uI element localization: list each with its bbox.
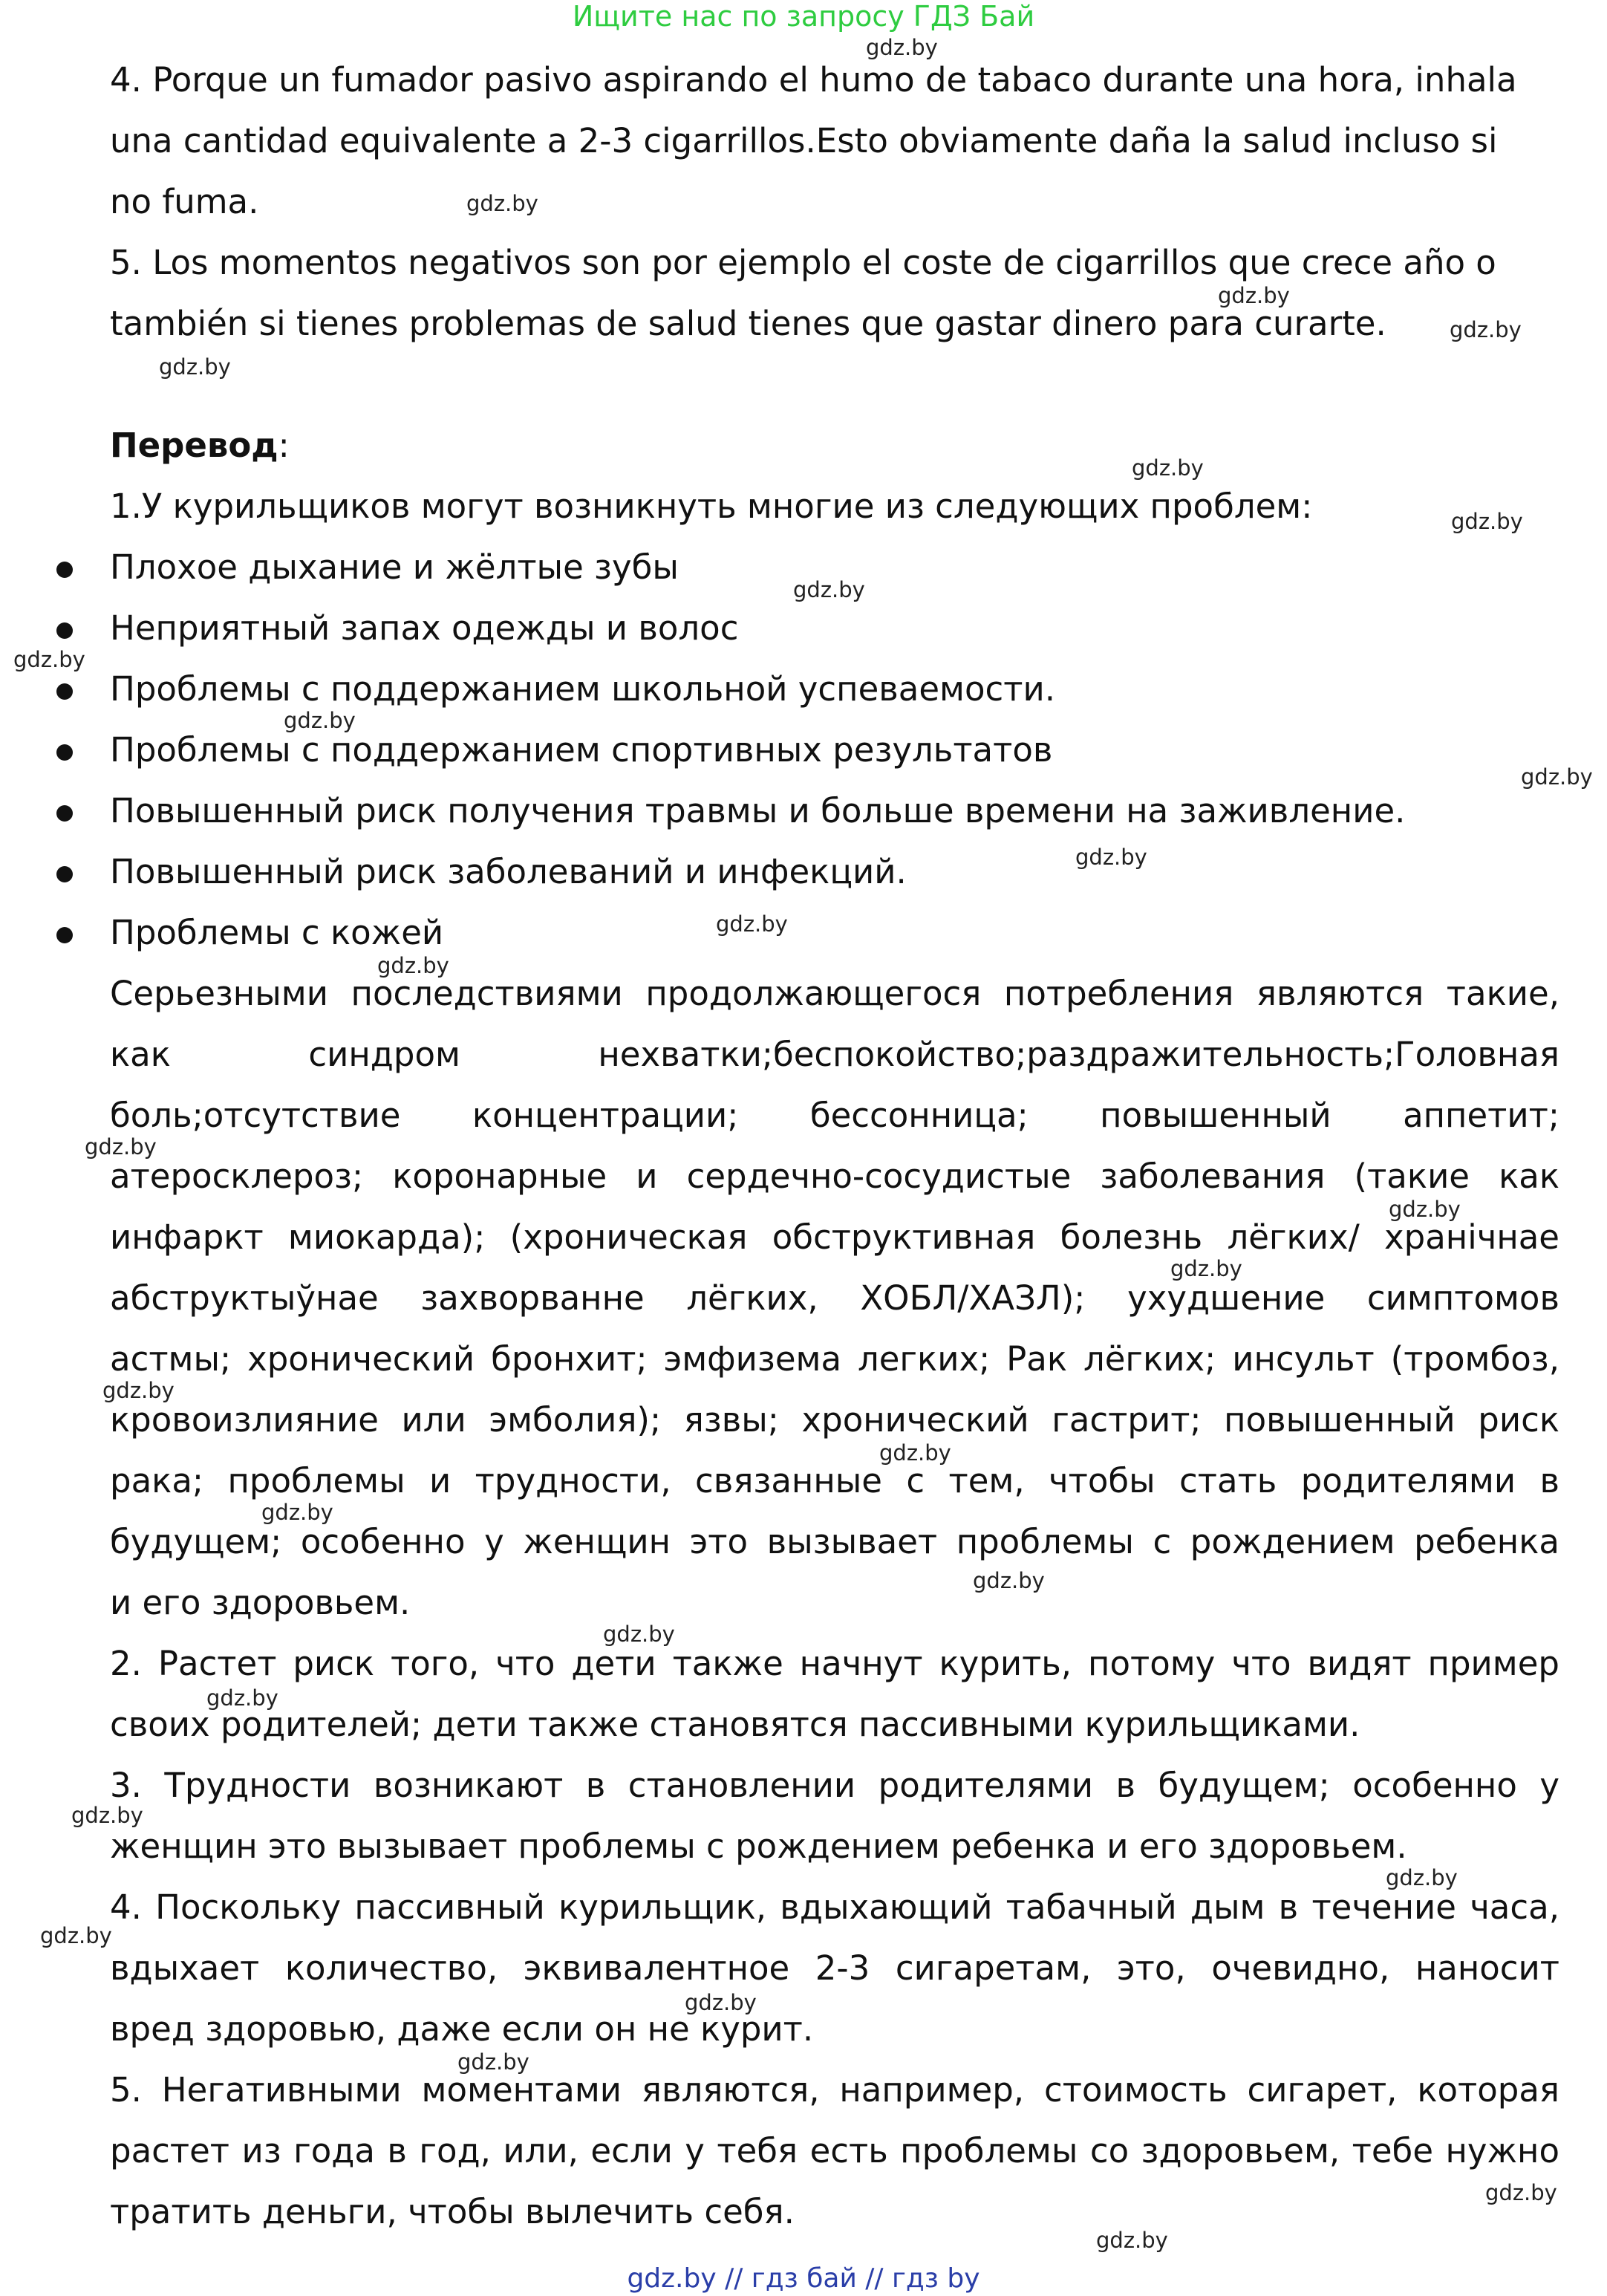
consequences-line: рака; проблемы и трудности, связанные с тем, чтобы стать родителями в bbox=[110, 1461, 1559, 1500]
ru-item4-line1: 4. Поскольку пассивный курильщик, вдыхающий табачный дым в течение часа, bbox=[110, 1887, 1559, 1927]
consequences-line: кровоизлияние или эмболия); язвы; хронический гастрит; повышенный риск bbox=[110, 1400, 1559, 1440]
consequences-line bbox=[110, 1032, 1559, 1077]
watermark: gdz.by bbox=[1485, 2180, 1557, 2205]
word: как bbox=[110, 1035, 171, 1074]
watermark: gdz.by bbox=[603, 1622, 675, 1647]
watermark: gdz.by bbox=[685, 1990, 757, 2015]
bullet-dot bbox=[56, 927, 73, 943]
bullet-dot bbox=[56, 866, 73, 882]
word: синдром bbox=[308, 1035, 460, 1074]
watermark: gdz.by bbox=[1521, 764, 1593, 790]
es-item5-line1: 5. Los momentos negativos son por ejemplo el coste de cigarrillos que crece año o bbox=[110, 243, 1496, 282]
bullet-item: Повышенный риск получения травмы и больше времени на заживление. bbox=[110, 791, 1406, 830]
consequences-line: абструктыўнае захворванне лёгких, ХОБЛ/ХАЗЛ); ухудшение симптомов bbox=[110, 1278, 1559, 1318]
bullet-dot bbox=[56, 744, 73, 761]
consequences-line: инфаркт миокарда); (хроническая обструктивная болезнь лёгких/ хранічнае bbox=[110, 1217, 1559, 1257]
consequences-line: Серьезными последствиями продолжающегося потребления являются такие, bbox=[110, 974, 1559, 1013]
word: аппетит; bbox=[1403, 1096, 1559, 1135]
watermark: gdz.by bbox=[284, 708, 356, 733]
consequences-line bbox=[110, 1093, 1559, 1138]
watermark: gdz.by bbox=[1096, 2228, 1168, 2253]
ru-item5-line1: 5. Негативными моментами являются, например, стоимость сигарет, которая bbox=[110, 2070, 1559, 2110]
word: концентрации; bbox=[472, 1096, 739, 1135]
bullet-item: Проблемы с поддержанием спортивных результатов bbox=[110, 730, 1053, 770]
watermark: gdz.by bbox=[159, 354, 231, 380]
bullet-item: Проблемы с кожей bbox=[110, 913, 444, 952]
ru-item2-line1: 2. Растет риск того, что дети также начнут курить, потому что видят пример bbox=[110, 1644, 1559, 1683]
watermark: gdz.by bbox=[1170, 1256, 1242, 1281]
ru-item3-line2: женщин это вызывает проблемы с рождением ребенка и его здоровьем. bbox=[110, 1827, 1407, 1866]
heading-text: Перевод bbox=[110, 426, 278, 465]
translation-heading bbox=[110, 423, 290, 468]
watermark: gdz.by bbox=[973, 1568, 1045, 1593]
es-item4-line3: no fuma. bbox=[110, 182, 259, 221]
watermark: gdz.by bbox=[261, 1500, 333, 1525]
watermark: gdz.by bbox=[71, 1803, 143, 1828]
watermark: gdz.by bbox=[866, 35, 938, 60]
bullet-item: Неприятный запах одежды и волос bbox=[110, 608, 739, 648]
bullet-item: Повышенный риск заболеваний и инфекций. bbox=[110, 852, 907, 891]
ru-item5-line3: тратить деньги, чтобы вылечить себя. bbox=[110, 2192, 795, 2231]
ru-item5-line2: растет из года в год, или, если у тебя есть проблемы со здоровьем, тебе нужно bbox=[110, 2131, 1559, 2170]
word: нехватки;беспокойство;раздражительность;Головная bbox=[598, 1035, 1559, 1074]
word: боль;отсутствие bbox=[110, 1096, 401, 1135]
consequences-line: будущем; особенно у женщин это вызывает проблемы с рождением ребенка bbox=[110, 1522, 1559, 1561]
word: бессонница; bbox=[809, 1096, 1029, 1135]
bullet-dot bbox=[56, 562, 73, 578]
watermark: gdz.by bbox=[1218, 283, 1290, 308]
watermark: gdz.by bbox=[1389, 1197, 1461, 1222]
bullet-item: Плохое дыхание и жёлтые зубы bbox=[110, 547, 679, 587]
watermark: gdz.by bbox=[85, 1134, 157, 1160]
ru-item2-line2: своих родителей; дети также становятся пассивными курильщиками. bbox=[110, 1705, 1360, 1744]
watermark: gdz.by bbox=[879, 1440, 951, 1466]
word: повышенный bbox=[1100, 1096, 1331, 1135]
es-item4-line1: 4. Porque un fumador pasivo aspirando el humo de tabaco durante una hora, inhala bbox=[110, 60, 1517, 100]
watermark: gdz.by bbox=[716, 911, 788, 937]
ru-item4-line3: вред здоровью, даже если он не курит. bbox=[110, 2009, 814, 2049]
watermark: gdz.by bbox=[102, 1378, 175, 1403]
watermark: gdz.by bbox=[377, 953, 449, 978]
watermark: gdz.by bbox=[793, 577, 865, 602]
es-item4-line2: una cantidad equivalente a 2-3 cigarrillos.Esto obviamente daña la salud incluso si bbox=[110, 121, 1498, 160]
watermark: gdz.by bbox=[206, 1685, 278, 1711]
bullet-dot bbox=[56, 622, 73, 639]
site-banner[interactable]: Ищите нас по запросу ГДЗ Бай bbox=[572, 0, 1035, 33]
ru-item4-line2: вдыхает количество, эквивалентное 2-3 сигаретам, это, очевидно, наносит bbox=[110, 1948, 1559, 1988]
watermark: gdz.by bbox=[13, 647, 85, 672]
bullet-dot bbox=[56, 805, 73, 822]
es-item5-line2: también si tienes problemas de salud tienes que gastar dinero para curarte. bbox=[110, 304, 1386, 343]
footer-links[interactable]: gdz.by // гдз бай // гдз by bbox=[627, 2263, 980, 2294]
bullet-item: Проблемы с поддержанием школьной успеваемости. bbox=[110, 669, 1056, 709]
consequences-line: атеросклероз; коронарные и сердечно-сосудистые заболевания (такие как bbox=[110, 1157, 1559, 1196]
watermark: gdz.by bbox=[1075, 845, 1147, 870]
watermark: gdz.by bbox=[1451, 509, 1523, 534]
heading-colon: : bbox=[278, 426, 290, 465]
consequences-line: астмы; хронический бронхит; эмфизема легких; Рак лёгких; инсульт (тромбоз, bbox=[110, 1339, 1559, 1379]
consequences-line: и его здоровьем. bbox=[110, 1583, 411, 1622]
bullet-dot bbox=[56, 683, 73, 700]
watermark: gdz.by bbox=[457, 2049, 529, 2075]
watermark: gdz.by bbox=[1132, 455, 1204, 481]
ru-item3-line1: 3. Трудности возникают в становлении родителями в будущем; особенно у bbox=[110, 1766, 1559, 1805]
watermark: gdz.by bbox=[1450, 317, 1522, 342]
watermark: gdz.by bbox=[40, 1923, 112, 1948]
watermark: gdz.by bbox=[1386, 1865, 1458, 1890]
watermark: gdz.by bbox=[466, 191, 538, 216]
ru-item1-intro: 1.У курильщиков могут возникнуть многие из следующих проблем: bbox=[110, 487, 1313, 526]
